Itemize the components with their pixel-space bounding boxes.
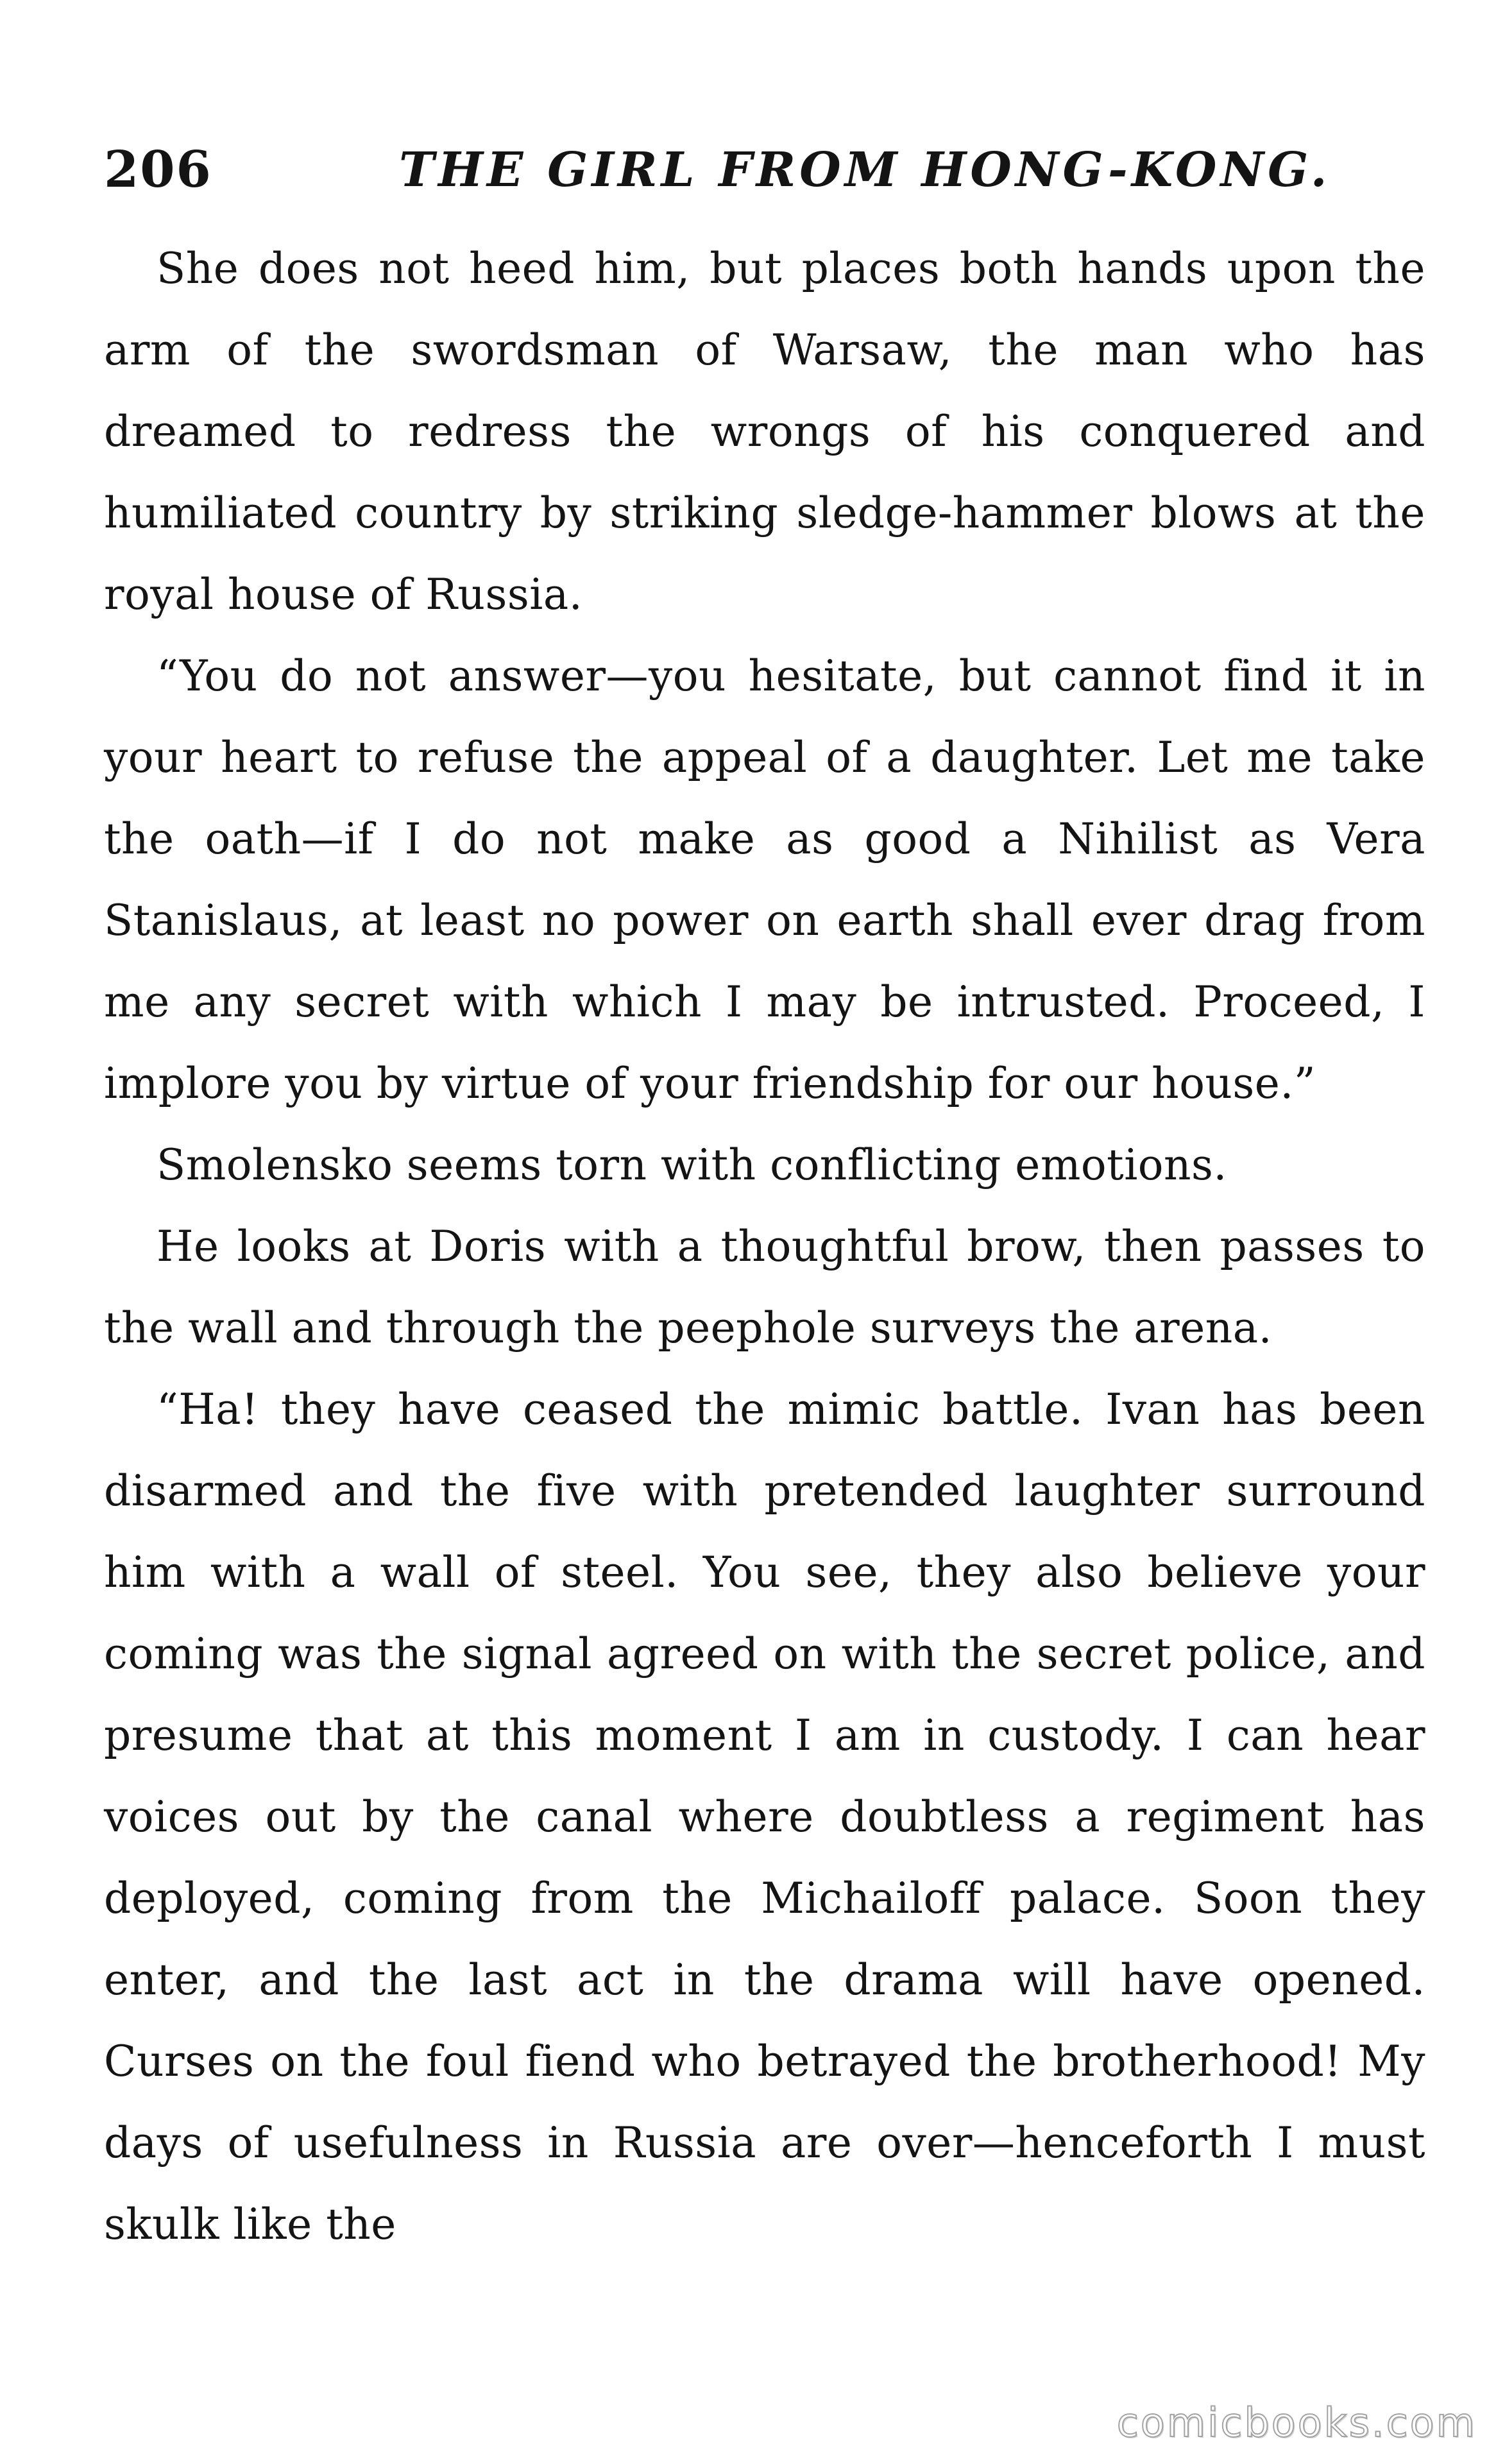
- watermark: comicbooks.com: [1116, 2399, 1477, 2446]
- paragraph: “Ha! they have ceased the mimic battle. Ivan has been disarmed and the five with pretended laughter surround him with a wall of steel. You see, they also believe your coming was the signal agreed on with the secret police, and presume that at this moment I am in custody. I can hear voices out by the canal where doubtless a regiment has deployed, coming from the Michailoff palace. Soon they enter, and the last act in the drama will have opened. Curses on the foul fiend who betrayed the brotherhood! My days of usefulness in Russia are over—henceforth I must skulk like the: [104, 1385, 1425, 2249]
- running-head: THE GIRL FROM HONG-KONG.: [399, 142, 1331, 198]
- paragraph: She does not heed him, but places both hands upon the arm of the swordsman of Warsaw, the man who has dreamed to redress the wrongs of his conquered and humiliated country by striking sledge-hammer blows at the royal house of Russia.: [104, 244, 1425, 619]
- body-text: [104, 228, 1425, 2265]
- paragraph: Smolensko seems torn with conflicting emotions.: [157, 1140, 1227, 1190]
- paragraph: He looks at Doris with a thoughtful brow, then passes to the wall and through the peephole surveys the arena.: [104, 1222, 1425, 1353]
- page-number: 206: [104, 141, 212, 199]
- page-header: [104, 135, 1387, 205]
- paragraph: “You do not answer—you hesitate, but cannot find it in your heart to refuse the appeal of a daughter. Let me take the oath—if I do not make as good a Nihilist as Vera Stanislaus, at least no power on earth shall ever drag from me any secret with which I may be intrusted. Proceed, I implore you by virtue of your friendship for our house.”: [104, 651, 1425, 1108]
